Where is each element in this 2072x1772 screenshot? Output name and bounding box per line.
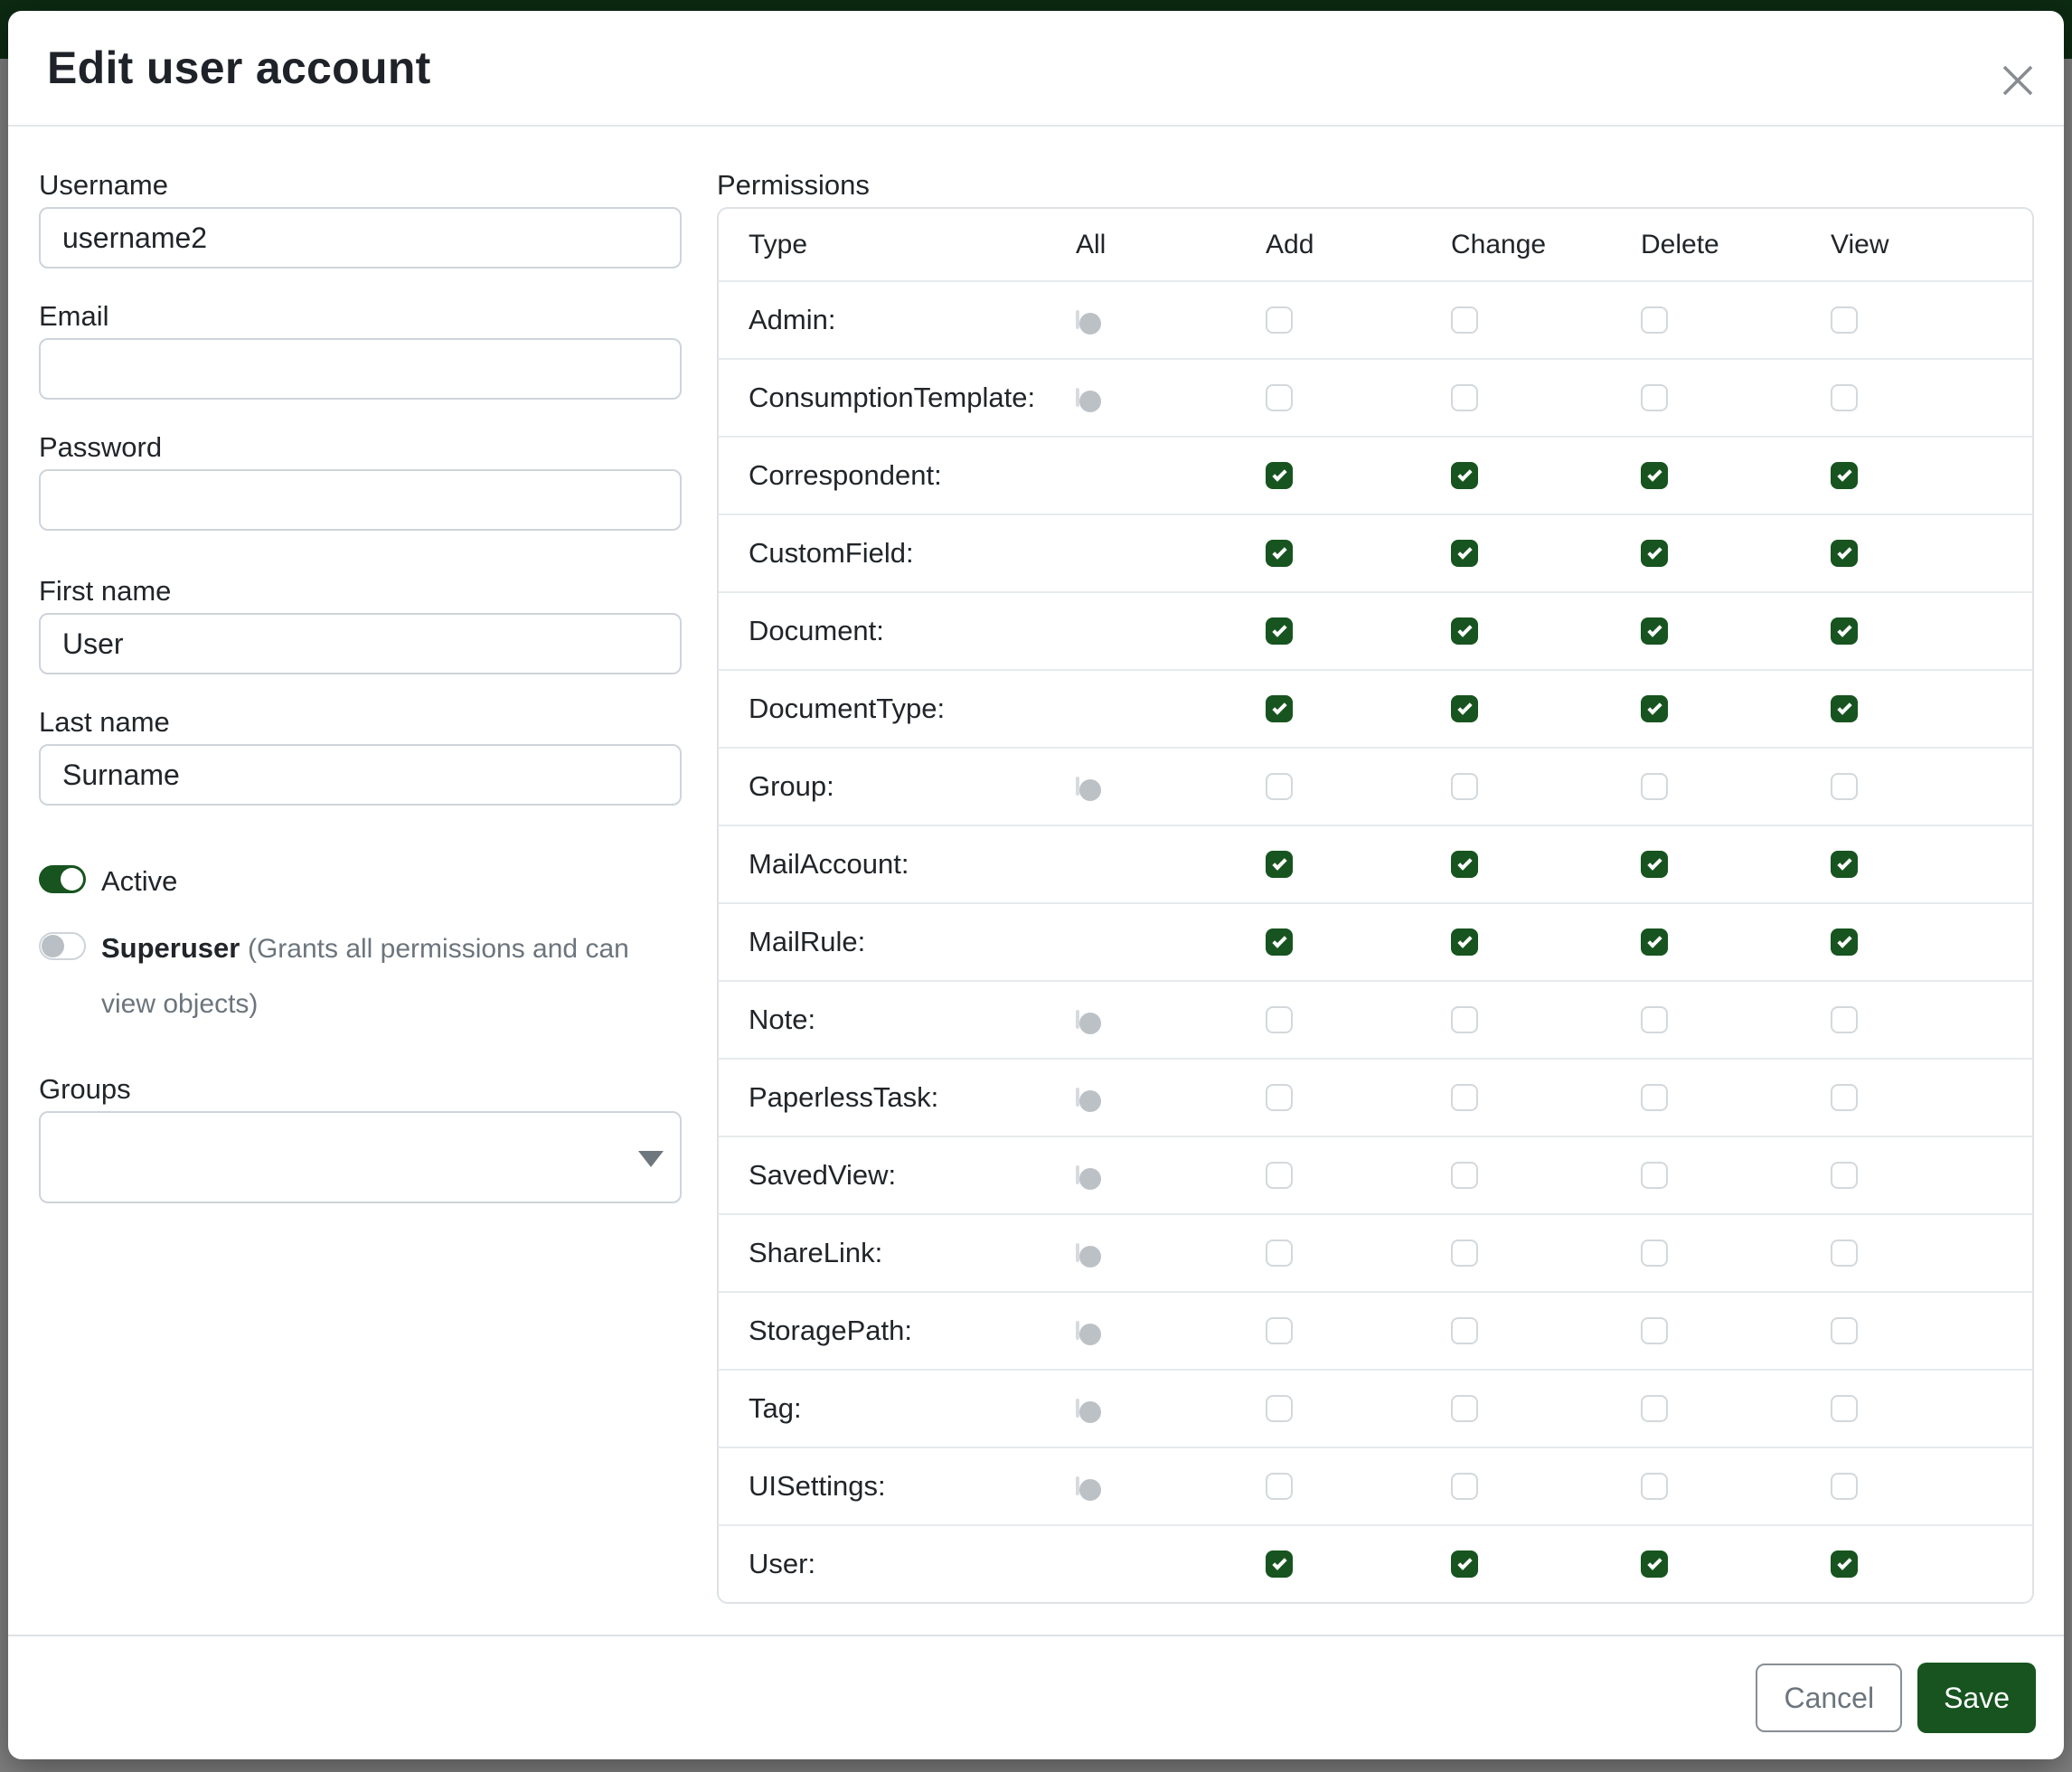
active-label: Active (101, 865, 178, 897)
checkmark-icon (1647, 467, 1662, 481)
permissions-panel (717, 171, 2034, 1635)
permission-delete-checkbox[interactable] (1641, 1084, 1668, 1111)
permission-all-toggle[interactable] (1076, 1321, 1079, 1340)
permission-view-checkbox[interactable] (1831, 617, 1858, 645)
username-group (39, 171, 682, 269)
permission-row (719, 1524, 2032, 1602)
permission-type-label: Admin: (749, 304, 836, 335)
first-name-label: First name (39, 575, 172, 607)
permission-row (719, 1369, 2032, 1447)
first-name-input[interactable] (39, 613, 682, 674)
toggle-knob (1079, 1479, 1101, 1501)
toggle-knob (1051, 712, 1073, 733)
permission-view-checkbox[interactable] (1831, 773, 1858, 800)
checkmark-icon (1272, 1555, 1286, 1569)
permission-view-checkbox[interactable] (1831, 1162, 1858, 1189)
permissions-rows (719, 280, 2032, 1602)
checkmark-icon (1457, 700, 1472, 714)
toggle-knob (1051, 634, 1073, 655)
permission-delete-checkbox[interactable] (1641, 695, 1668, 722)
permission-add-checkbox[interactable] (1266, 617, 1293, 645)
permission-view-checkbox[interactable] (1831, 695, 1858, 722)
permissions-table-header (719, 209, 2032, 280)
last-name-label: Last name (39, 706, 170, 738)
checkmark-icon (1272, 933, 1286, 947)
column-header-change: Change (1451, 229, 1547, 259)
checkmark-icon (1647, 1555, 1662, 1569)
permission-change-checkbox[interactable] (1451, 695, 1478, 722)
permission-all-toggle[interactable] (1076, 1165, 1079, 1184)
toggle-knob (1079, 1401, 1101, 1423)
permission-row (719, 591, 2032, 669)
permission-type-label: MailRule: (749, 926, 866, 957)
permission-all-toggle[interactable] (1076, 1010, 1079, 1029)
permission-type-label: SavedView: (749, 1159, 897, 1191)
permission-view-checkbox[interactable] (1831, 384, 1858, 411)
permission-type-label: Correspondent: (749, 459, 942, 491)
permission-delete-checkbox[interactable] (1641, 462, 1668, 489)
username-label: Username (39, 169, 168, 201)
dialog-body (8, 127, 2064, 1635)
permission-add-checkbox[interactable] (1266, 1084, 1293, 1111)
permission-delete-checkbox[interactable] (1641, 1550, 1668, 1578)
permission-delete-checkbox[interactable] (1641, 1162, 1668, 1189)
permission-add-checkbox[interactable] (1266, 1239, 1293, 1267)
permission-delete-checkbox[interactable] (1641, 928, 1668, 956)
groups-group (39, 1075, 682, 1203)
groups-select[interactable] (39, 1111, 682, 1203)
first-name-group (39, 577, 682, 674)
permission-row (719, 902, 2032, 980)
permission-all-toggle[interactable] (1076, 1243, 1079, 1262)
toggle-knob (42, 935, 64, 957)
permission-view-checkbox[interactable] (1831, 306, 1858, 334)
permission-add-checkbox[interactable] (1266, 928, 1293, 956)
permission-change-checkbox[interactable] (1451, 1473, 1478, 1500)
permission-change-checkbox[interactable] (1451, 384, 1478, 411)
permission-change-checkbox[interactable] (1451, 462, 1478, 489)
active-row (39, 863, 682, 900)
username-input[interactable] (39, 207, 682, 269)
checkmark-icon (1457, 467, 1472, 481)
toggle-knob (1079, 1168, 1101, 1190)
checkmark-icon (1272, 467, 1286, 481)
permission-change-checkbox[interactable] (1451, 540, 1478, 567)
permission-row (719, 747, 2032, 825)
permission-type-label: Document: (749, 615, 884, 646)
toggle-knob (1051, 1567, 1073, 1588)
permission-change-checkbox[interactable] (1451, 1239, 1478, 1267)
permission-change-checkbox[interactable] (1451, 306, 1478, 334)
toggle-knob (1051, 556, 1073, 578)
permission-row (719, 669, 2032, 747)
permission-delete-checkbox[interactable] (1641, 306, 1668, 334)
permission-change-checkbox[interactable] (1451, 1395, 1478, 1422)
permission-view-checkbox[interactable] (1831, 1239, 1858, 1267)
toggle-knob (61, 868, 83, 891)
permission-view-checkbox[interactable] (1831, 462, 1858, 489)
checkmark-icon (1647, 544, 1662, 559)
toggle-knob (1051, 867, 1073, 889)
permission-add-checkbox[interactable] (1266, 462, 1293, 489)
permission-change-checkbox[interactable] (1451, 617, 1478, 645)
permission-row (719, 1447, 2032, 1524)
dialog-header (8, 11, 2064, 127)
permissions-label: Permissions (717, 169, 870, 201)
permission-add-checkbox[interactable] (1266, 1162, 1293, 1189)
permission-all-toggle[interactable] (1076, 1399, 1079, 1418)
checkmark-icon (1457, 1555, 1472, 1569)
permission-view-checkbox[interactable] (1831, 1084, 1858, 1111)
permission-type-label: PaperlessTask: (749, 1081, 939, 1113)
last-name-input[interactable] (39, 744, 682, 806)
toggle-knob (1079, 1324, 1101, 1345)
email-input[interactable] (39, 338, 682, 400)
permission-add-checkbox[interactable] (1266, 540, 1293, 567)
close-button[interactable] (1999, 61, 2037, 99)
permission-all-toggle[interactable] (1076, 1088, 1079, 1107)
permission-change-checkbox[interactable] (1451, 928, 1478, 956)
password-label: Password (39, 431, 163, 463)
checkmark-icon (1647, 622, 1662, 636)
checkmark-icon (1647, 933, 1662, 947)
close-icon (1999, 61, 2037, 99)
checkmark-icon (1837, 933, 1851, 947)
permission-row (719, 358, 2032, 436)
permission-add-checkbox[interactable] (1266, 306, 1293, 334)
permission-delete-checkbox[interactable] (1641, 1395, 1668, 1422)
checkmark-icon (1457, 933, 1472, 947)
permission-change-checkbox[interactable] (1451, 1006, 1478, 1033)
checkmark-icon (1837, 622, 1851, 636)
checkmark-icon (1272, 544, 1286, 559)
permission-row (719, 825, 2032, 902)
column-header-delete: Delete (1641, 229, 1719, 259)
permission-type-label: User: (749, 1548, 816, 1579)
superuser-toggle[interactable] (39, 932, 86, 960)
permission-all-toggle[interactable] (1076, 777, 1079, 796)
permission-type-label: Tag: (749, 1392, 802, 1424)
permission-row (719, 1058, 2032, 1136)
checkmark-icon (1457, 544, 1472, 559)
permission-type-label: ShareLink: (749, 1237, 883, 1268)
permission-add-checkbox[interactable] (1266, 1473, 1293, 1500)
toggle-knob (1079, 1090, 1101, 1112)
checkmark-icon (1272, 700, 1286, 714)
dialog-title: Edit user account (47, 42, 431, 93)
permission-type-label: StoragePath: (749, 1315, 912, 1346)
permission-type-label: MailAccount: (749, 848, 909, 880)
cancel-button[interactable]: Cancel (1756, 1664, 1902, 1732)
permission-add-checkbox[interactable] (1266, 851, 1293, 878)
save-button[interactable]: Save (1917, 1663, 2036, 1733)
superuser-row (39, 930, 682, 1032)
permission-all-toggle[interactable] (1076, 310, 1079, 329)
permission-view-checkbox[interactable] (1831, 1550, 1858, 1578)
checkmark-icon (1647, 700, 1662, 714)
permission-type-label: Note: (749, 1004, 816, 1035)
permission-all-toggle[interactable] (1076, 388, 1079, 407)
column-header-all: All (1076, 229, 1107, 259)
password-group (39, 433, 682, 531)
toggle-knob (1079, 1013, 1101, 1034)
superuser-label: Superuser (Grants all permissions and can view objects) (101, 932, 629, 1019)
permission-row (719, 980, 2032, 1058)
permissions-table (717, 207, 2034, 1604)
permission-view-checkbox[interactable] (1831, 540, 1858, 567)
permission-change-checkbox[interactable] (1451, 1550, 1478, 1578)
permission-delete-checkbox[interactable] (1641, 617, 1668, 645)
permission-row (719, 1136, 2032, 1213)
toggle-knob (1051, 478, 1073, 500)
permission-delete-checkbox[interactable] (1641, 384, 1668, 411)
toggle-knob (1079, 779, 1101, 801)
permission-type-label: ConsumptionTemplate: (749, 382, 1036, 413)
permission-delete-checkbox[interactable] (1641, 540, 1668, 567)
permission-row (719, 1213, 2032, 1291)
permission-type-label: DocumentType: (749, 693, 946, 724)
toggle-knob (1079, 1246, 1101, 1268)
permission-view-checkbox[interactable] (1831, 1317, 1858, 1344)
permission-type-label: Group: (749, 770, 834, 802)
checkmark-icon (1647, 855, 1662, 870)
permission-delete-checkbox[interactable] (1641, 1473, 1668, 1500)
permission-delete-checkbox[interactable] (1641, 1239, 1668, 1267)
permission-change-checkbox[interactable] (1451, 773, 1478, 800)
edit-user-dialog (8, 11, 2064, 1759)
permission-view-checkbox[interactable] (1831, 1473, 1858, 1500)
checkmark-icon (1457, 622, 1472, 636)
password-input[interactable] (39, 469, 682, 531)
checkmark-icon (1272, 622, 1286, 636)
permission-change-checkbox[interactable] (1451, 1317, 1478, 1344)
checkmark-icon (1272, 855, 1286, 870)
permission-view-checkbox[interactable] (1831, 1006, 1858, 1033)
column-header-view: View (1831, 229, 1889, 259)
toggle-knob (1079, 391, 1101, 412)
checkmark-icon (1457, 855, 1472, 870)
user-form (39, 171, 682, 1635)
permission-add-checkbox[interactable] (1266, 773, 1293, 800)
permission-view-checkbox[interactable] (1831, 1395, 1858, 1422)
checkmark-icon (1837, 855, 1851, 870)
permission-change-checkbox[interactable] (1451, 1162, 1478, 1189)
dialog-footer (8, 1635, 2064, 1759)
permission-view-checkbox[interactable] (1831, 851, 1858, 878)
permission-add-checkbox[interactable] (1266, 1006, 1293, 1033)
superuser-hint: (Grants all permissions and can view objects) (101, 934, 629, 1019)
permission-add-checkbox[interactable] (1266, 1550, 1293, 1578)
permission-row (719, 280, 2032, 358)
chevron-down-icon (638, 1151, 664, 1167)
permission-all-toggle[interactable] (1076, 1476, 1079, 1495)
permission-add-checkbox[interactable] (1266, 384, 1293, 411)
permission-type-label: UISettings: (749, 1470, 886, 1502)
column-header-type: Type (749, 229, 808, 259)
permission-add-checkbox[interactable] (1266, 695, 1293, 722)
email-label: Email (39, 300, 109, 332)
permission-row (719, 436, 2032, 514)
permission-delete-checkbox[interactable] (1641, 773, 1668, 800)
permission-add-checkbox[interactable] (1266, 1395, 1293, 1422)
permission-view-checkbox[interactable] (1831, 928, 1858, 956)
checkmark-icon (1837, 467, 1851, 481)
permission-delete-checkbox[interactable] (1641, 1006, 1668, 1033)
groups-label: Groups (39, 1073, 131, 1105)
column-header-add: Add (1266, 229, 1314, 259)
permission-delete-checkbox[interactable] (1641, 1317, 1668, 1344)
checkmark-icon (1837, 544, 1851, 559)
checkmark-icon (1837, 1555, 1851, 1569)
toggle-knob (1051, 945, 1073, 966)
active-toggle[interactable] (39, 865, 86, 893)
permission-add-checkbox[interactable] (1266, 1317, 1293, 1344)
permission-type-label: CustomField: (749, 537, 914, 569)
last-name-group (39, 708, 682, 806)
permission-change-checkbox[interactable] (1451, 851, 1478, 878)
permission-row (719, 514, 2032, 591)
toggle-knob (1079, 313, 1101, 335)
email-group (39, 302, 682, 400)
permission-delete-checkbox[interactable] (1641, 851, 1668, 878)
checkmark-icon (1837, 700, 1851, 714)
permission-row (719, 1291, 2032, 1369)
permission-change-checkbox[interactable] (1451, 1084, 1478, 1111)
